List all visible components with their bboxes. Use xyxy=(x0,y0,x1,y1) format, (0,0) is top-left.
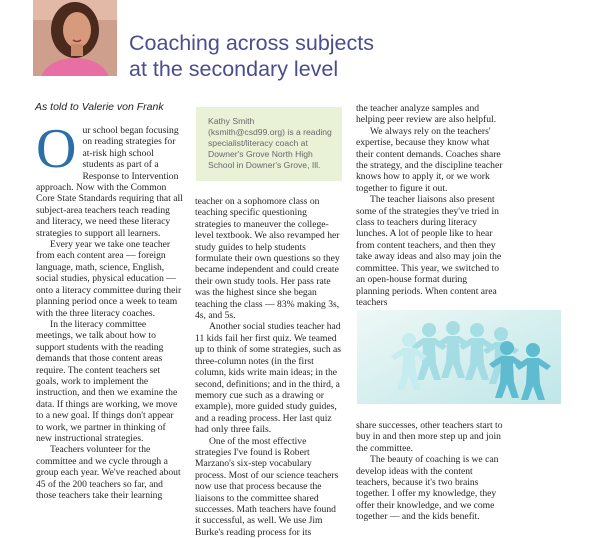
paragraph-2: Every year we take one teacher from each content area — foreign language, math, science, English, social studies, physical education — onto a literacy committee during their planning period once a week to team with the three literacy coaches. xyxy=(36,239,182,319)
column-3-continued xyxy=(356,420,503,523)
paper-people-illustration xyxy=(357,310,561,404)
article-title xyxy=(129,30,374,82)
paragraph-1-text: ur school began focusing on reading strategies for at-risk high school students as part of a Response to Intervention approach. Now with the Common Core State Standards requiring that all subject-area teachers teach reading and literacy, we need these literacy strategies to support all learners. xyxy=(36,125,183,239)
col3b-paragraph-2: The beauty of coaching is we can develop ideas with the content teachers, because it's two brains together. I offer my knowledge, they offer their knowledge, and we come together — and the kids benefit. xyxy=(356,454,499,523)
column-2 xyxy=(195,196,342,538)
col2-paragraph-3: One of the most effective strategies I've found is Robert Marzano's six-step vocabulary process. Most of our science teachers now use that process because the liaisons to the committee shared successes. Math teachers have found it successful, as well. We use Jim Burke's reading process for its xyxy=(195,435,339,538)
paragraph-1 xyxy=(36,118,183,239)
drop-cap: O xyxy=(36,118,77,180)
col3-paragraph-2: We always rely on the teachers' expertise, because they know what their content demands. Coaches share the strategy, and the discipline teacher knows how to apply it, or we work together to figure it out. xyxy=(356,125,503,194)
col2-paragraph-1: teacher on a sophomore class on teaching specific questioning strategies to maneuver the college-level textbook. We also revamped her study guides to help students formulate their own questions so they became independent and could create their own study tools. Her pass rate was the highest since she began teaching the class — 83% making 3s, 4s, and 5s. xyxy=(195,196,340,322)
col3-paragraph-1: the teacher analyze samples and helping peer review are also helpful. xyxy=(356,103,497,126)
col2-paragraph-2: Another social studies teacher had 11 kids fail her first quiz. We teamed up to think of some strategies, such as three-column notes (in the first column, kids write main ideas; in the second, definitions; and in the third, a memory cue such as a drawing or example), more guided study guides, and a reading process. Her last quiz had only three fails. xyxy=(195,321,342,436)
paragraph-3: In the literacy committee meetings, we talk about how to support students with the reading demands that those content areas require. The content teachers set goals, work to implement the instruction, and then we examine the data. If things are working, we move to a new goal. If things don't appear to work, we partner in thinking of new instructional strategies. xyxy=(36,318,178,444)
column-3 xyxy=(356,103,503,308)
column-1 xyxy=(36,118,183,501)
col3b-paragraph-1: share successes, other teachers start to buy in and then more step up and join the committee. xyxy=(356,420,503,454)
title-line-1: Coaching across subjects xyxy=(129,31,374,55)
paragraph-4: Teachers volunteer for the committee and we cycle through a group each year. We've reached about 45 of the 200 teachers so far, and those teachers take their learning xyxy=(36,444,181,501)
byline: As told to Valerie von Frank xyxy=(35,101,164,113)
title-line-2: at the secondary level xyxy=(129,57,339,81)
author-bio-text: Kathy Smith (ksmith@csd99.org) is a reading specialist/literacy coach at Downer's Grove North High School in Downer's Grove, Ill. xyxy=(208,116,332,170)
author-bio-box xyxy=(196,107,342,181)
author-photo xyxy=(33,0,117,76)
col3-paragraph-3: The teacher liaisons also present some of the strategies they've tried in class to teachers during literacy lunches. A lot of people like to hear from content teachers, and then they take away ideas and also may join the committee. This year, we switched to an open-house format during planning periods. When content area teachers xyxy=(356,194,502,308)
